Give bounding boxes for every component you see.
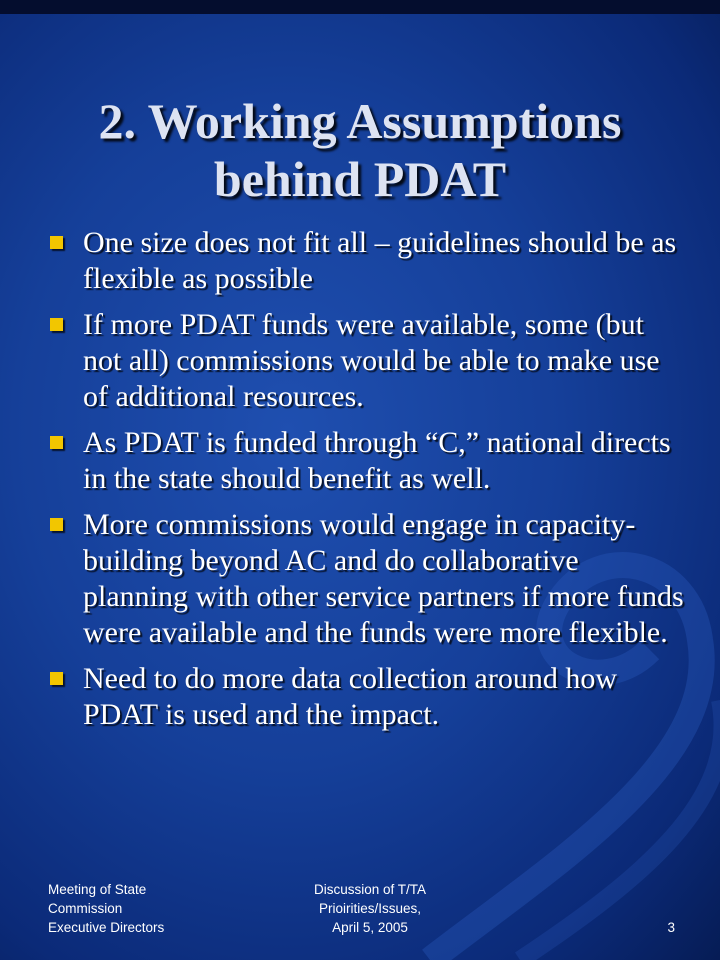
- footer-line: Commission: [48, 901, 123, 916]
- page-number: 3: [667, 920, 675, 935]
- footer-line: Prioirities/Issues,: [318, 901, 422, 916]
- square-bullet-icon: [50, 518, 63, 531]
- bullet-item: [46, 225, 686, 297]
- slide-title-line: 2. Working Assumptions: [98, 92, 622, 149]
- footer-line: Executive Directors: [48, 920, 165, 935]
- bullet-text: As PDAT is funded through “C,” national directs in the state should benefit as well.: [83, 426, 671, 495]
- square-bullet-icon: [50, 318, 63, 331]
- slide-title: [0, 92, 720, 208]
- bullet-item: [46, 425, 686, 497]
- footer-line: April 5, 2005: [332, 920, 408, 935]
- bullet-list: [46, 225, 686, 743]
- bullet-text: More commissions would engage in capacity-building beyond AC and do collaborative planning with other service partners if more funds were available and the funds were more flexible.: [83, 508, 684, 649]
- footer-meeting-name: [48, 880, 248, 937]
- bullet-text: If more PDAT funds were available, some (but not all) commissions would be able to make use of additional resources.: [83, 308, 660, 413]
- footer-line: Discussion of T/TA: [313, 882, 427, 897]
- footer-line: Meeting of State: [48, 882, 147, 897]
- bullet-item: [46, 661, 686, 733]
- bullet-text: One size does not fit all – guidelines should be as flexible as possible: [83, 226, 677, 295]
- square-bullet-icon: [50, 436, 63, 449]
- square-bullet-icon: [50, 236, 63, 249]
- footer-discussion-info: [280, 880, 460, 937]
- square-bullet-icon: [50, 672, 63, 685]
- slide-title-line: behind PDAT: [213, 150, 507, 207]
- bullet-text: Need to do more data collection around how PDAT is used and the impact.: [83, 662, 617, 731]
- bullet-item: [46, 307, 686, 415]
- bullet-item: [46, 507, 686, 651]
